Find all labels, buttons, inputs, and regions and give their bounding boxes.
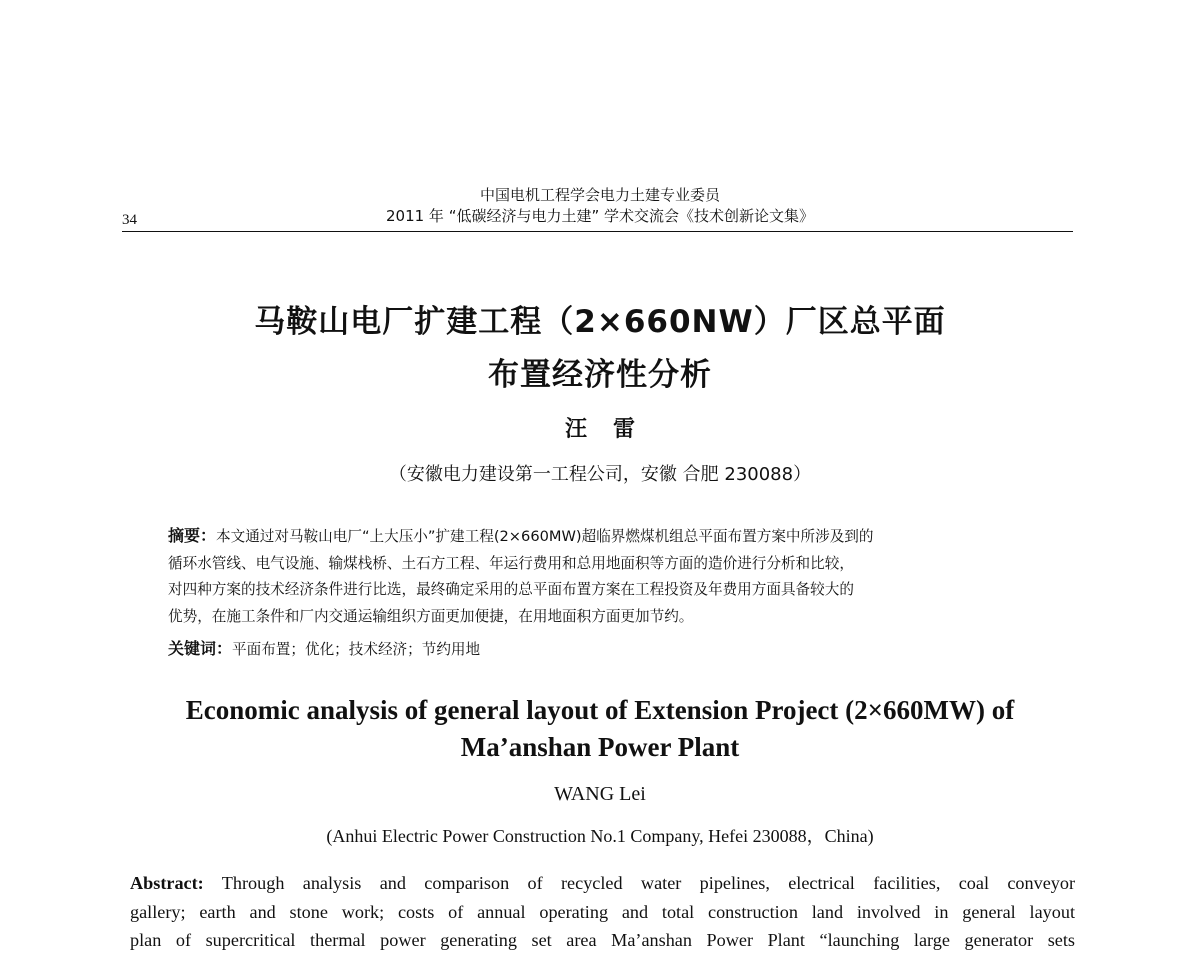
english-abstract-label: Abstract: <box>130 873 204 893</box>
chinese-abstract-line-4: 优势，在施工条件和厂内交通运输组织方面更加便捷，在用地面积方面更加节约。 <box>168 607 694 625</box>
chinese-keywords-text: 平面布置；优化；技术经济；节约用地 <box>232 641 481 658</box>
page-number: 34 <box>122 212 137 228</box>
chinese-keywords-label: 关键词： <box>168 639 233 658</box>
english-title-line-2: Ma’anshan Power Plant <box>460 732 740 762</box>
chinese-abstract <box>168 523 1048 630</box>
english-abstract-text: Through analysis and comparison of recycled water pipelines, electrical facilities, coal conveyor <box>221 873 1076 893</box>
chinese-abstract-text: 本文通过对马鞍山电厂“上大压小”扩建工程(2×660MW)超临界燃煤机组总平面布置方案中所涉及到的 <box>216 528 874 545</box>
chinese-author: 汪雷 <box>564 417 661 442</box>
header-rule <box>122 231 1073 232</box>
english-abstract-line-3: plan of supercritical thermal power generating set area Ma’anshan Power Plant “launching large generator sets <box>130 930 1075 950</box>
running-header-conference: 2011 年 “低碳经济与电力土建” 学术交流会《技术创新论文集》 <box>385 207 815 225</box>
running-header-organization: 中国电机工程学会电力土建专业委员 <box>479 186 720 204</box>
chinese-abstract-label: 摘要： <box>168 526 217 545</box>
english-abstract-line-2: gallery; earth and stone work; costs of annual operating and total construction land involved in general layout <box>130 901 1075 922</box>
chinese-affiliation: （安徽电力建设第一工程公司，安徽 合肥 230088） <box>388 464 812 485</box>
chinese-abstract-line-2: 循环水管线、电气设施、输煤栈桥、土石方工程、年运行费用和总用地面积等方面的造价进行分析和比较， <box>168 554 854 572</box>
english-author: WANG Lei <box>554 783 646 805</box>
chinese-abstract-line-3: 对四种方案的技术经济条件进行比选，最终确定采用的总平面布置方案在工程投资及年费用方面具备较大的 <box>168 581 854 598</box>
chinese-title-line-2: 布置经济性分析 <box>488 357 712 393</box>
english-abstract <box>130 869 1075 955</box>
english-title-line-1: Economic analysis of general layout of Extension Project (2×660MW) of <box>185 695 1015 725</box>
chinese-title-line-1: 马鞍山电厂扩建工程（2×660NW）厂区总平面 <box>254 304 946 340</box>
chinese-abstract-line-1 <box>168 523 1048 551</box>
chinese-keywords <box>168 639 480 660</box>
english-abstract-line-1 <box>130 869 1075 898</box>
english-affiliation: (Anhui Electric Power Construction No.1 Company, Hefei 230088，China) <box>326 826 874 846</box>
